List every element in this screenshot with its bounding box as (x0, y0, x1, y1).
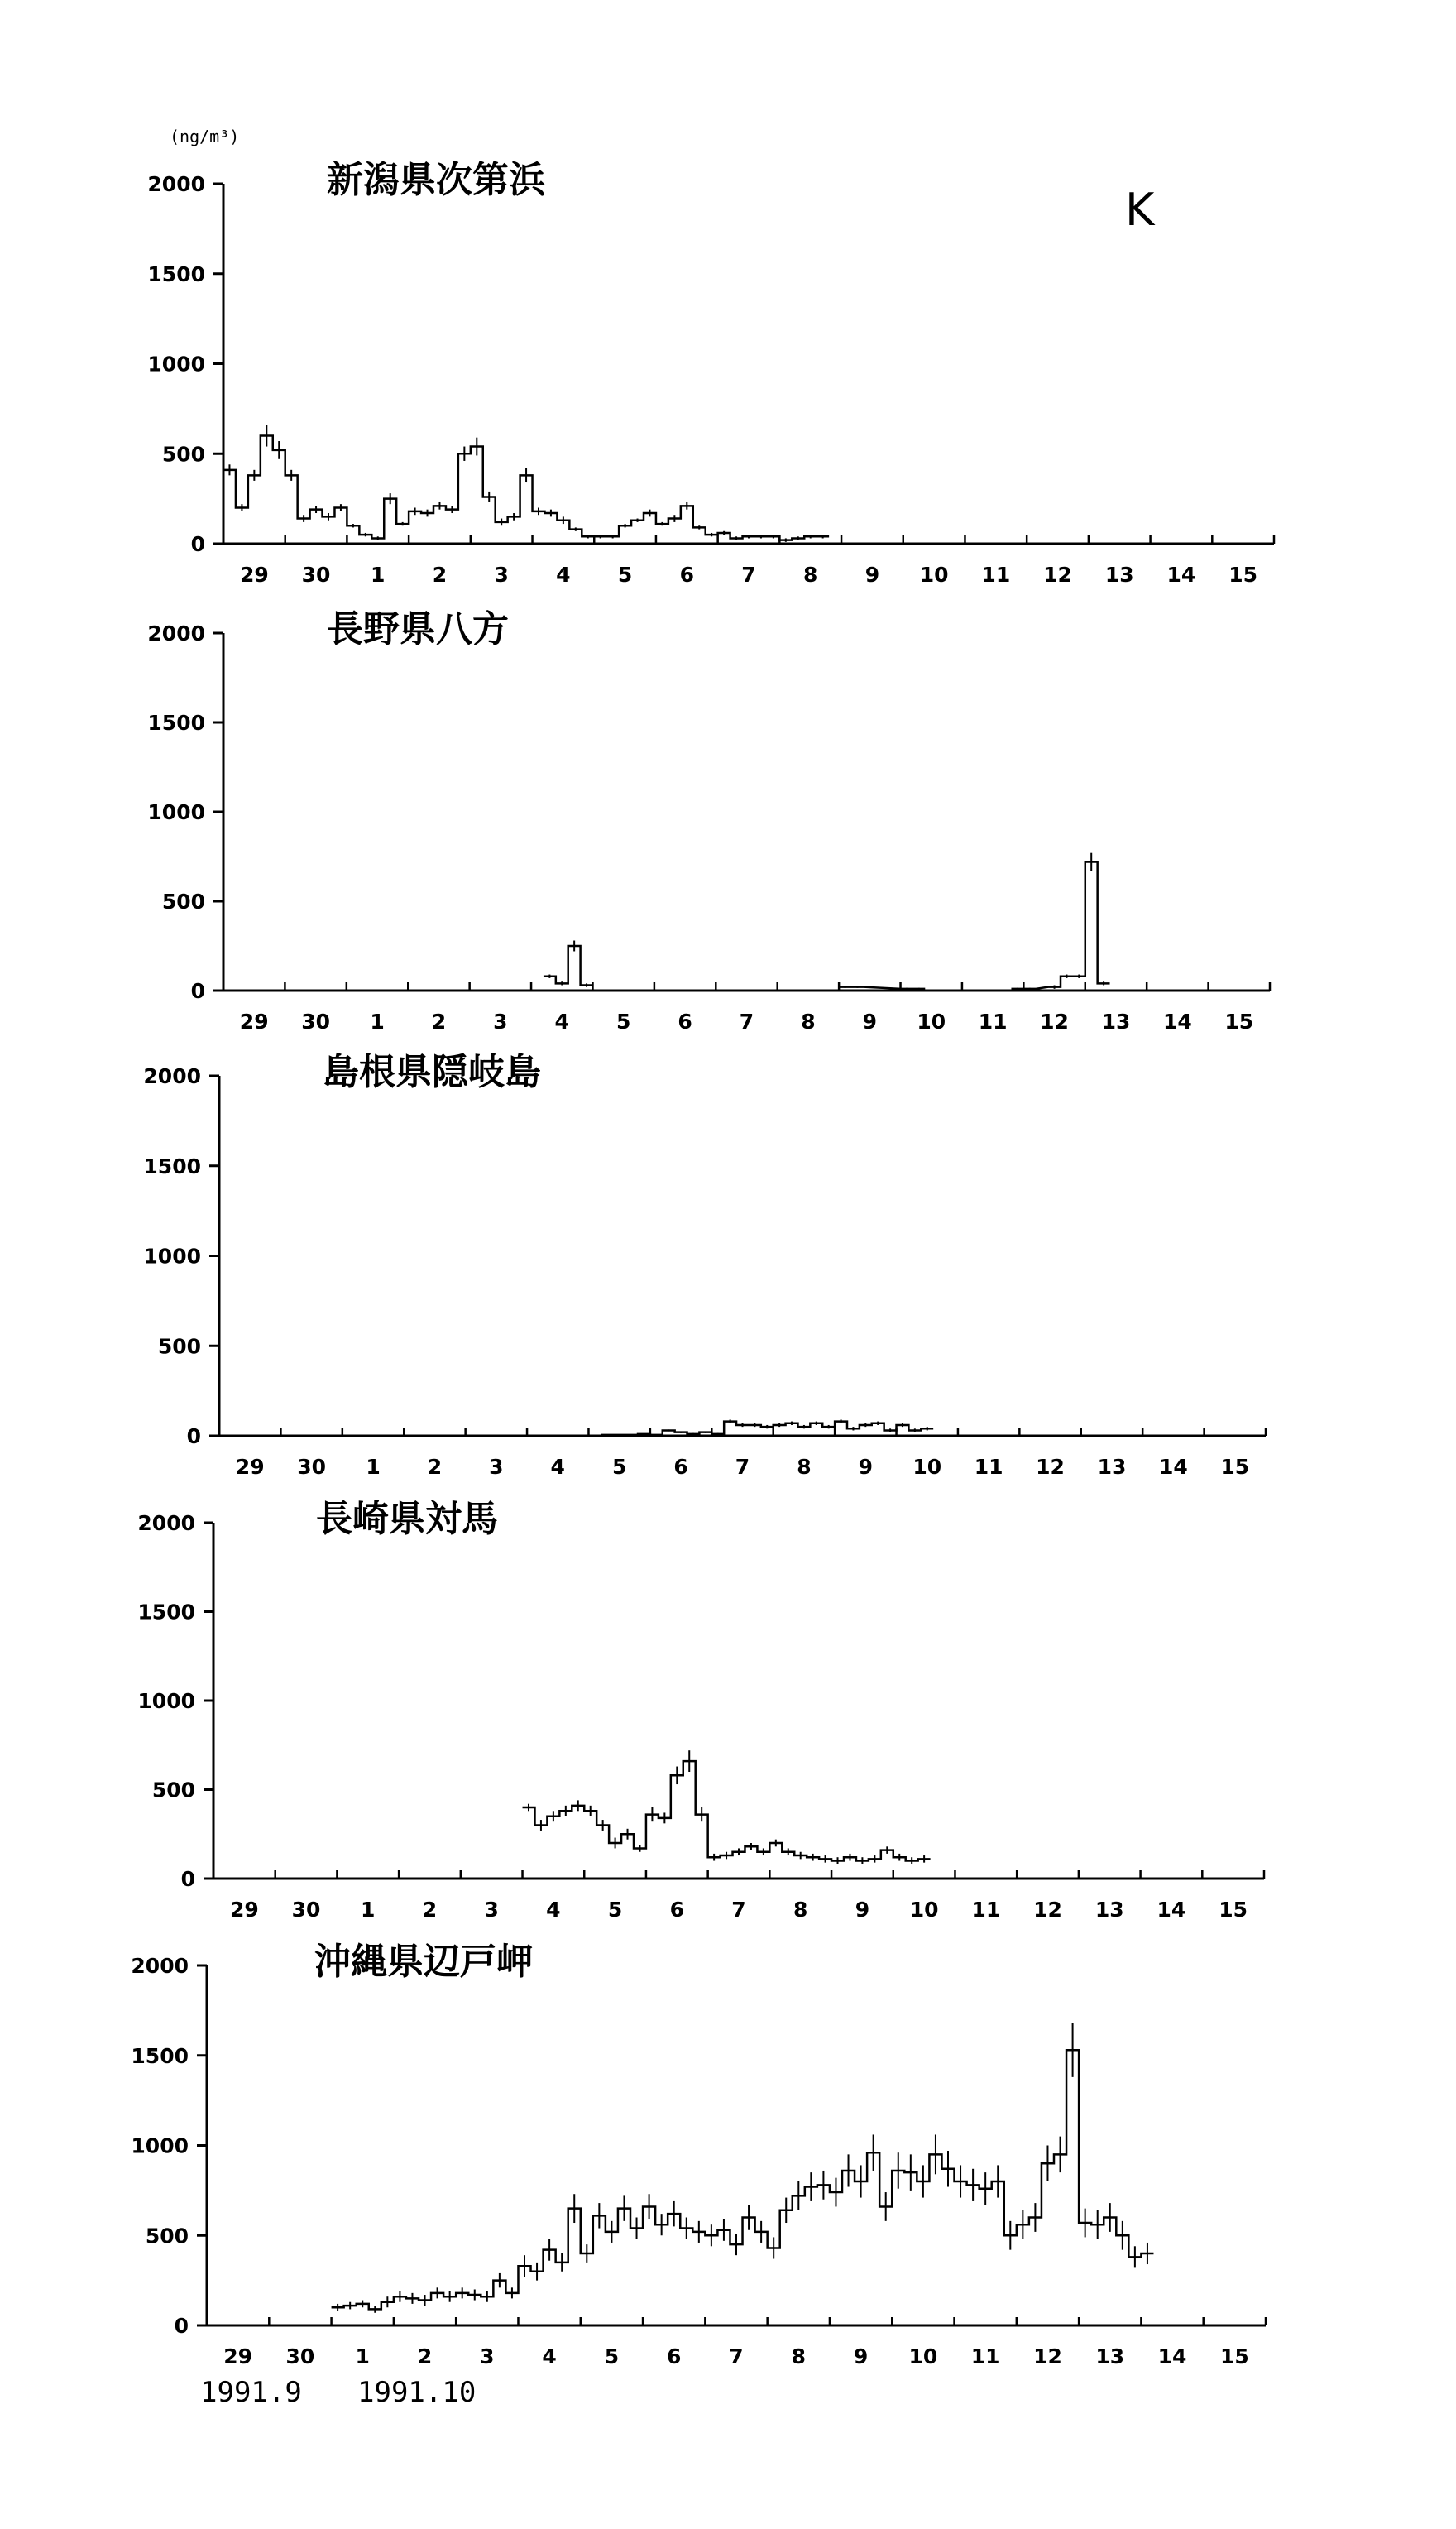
x-tick-label: 8 (791, 2344, 806, 2368)
y-tick-label: 1000 (143, 1244, 201, 1269)
x-tick-label: 29 (239, 563, 269, 587)
x-tick-label: 13 (1095, 2344, 1125, 2368)
x-tick-label: 9 (855, 1898, 870, 1922)
x-tick-label: 12 (1033, 1898, 1062, 1922)
y-tick-label: 500 (157, 1334, 201, 1359)
x-tick-label: 8 (793, 1898, 808, 1922)
y-tick-label: 2000 (147, 621, 205, 645)
x-tick-label: 9 (853, 2344, 869, 2368)
x-tick-label: 14 (1166, 563, 1196, 587)
x-tick-label: 8 (801, 1010, 816, 1034)
x-tick-label: 11 (971, 1898, 1001, 1922)
chart-title: 沖縄県辺戸岬 (314, 1941, 533, 1983)
y-tick-label: 1000 (137, 1689, 195, 1713)
x-tick-label: 10 (909, 1898, 939, 1922)
x-tick-label: 2 (427, 1455, 443, 1479)
x-tick-label: 15 (1224, 1010, 1254, 1034)
x-tick-label: 6 (679, 563, 694, 587)
x-tick-label: 9 (862, 1010, 878, 1034)
x-tick-label: 1 (371, 563, 386, 587)
x-tick-label: 14 (1157, 1898, 1186, 1922)
series-line (223, 436, 829, 540)
x-tick-label: 10 (919, 563, 949, 587)
y-tick-label: 0 (180, 1867, 195, 1891)
x-tick-label: 11 (970, 2344, 1000, 2368)
x-tick-label: 5 (611, 1455, 627, 1479)
x-tick-label: 15 (1228, 563, 1258, 587)
x-tick-label: 2 (417, 2344, 433, 2368)
x-tick-label: 10 (908, 2344, 938, 2368)
x-tick-label: 30 (297, 1455, 327, 1479)
x-tick-label: 3 (480, 2344, 495, 2368)
series-line (523, 1761, 931, 1860)
x-tick-label: 11 (978, 1010, 1008, 1034)
y-tick-label: 0 (190, 979, 205, 1003)
x-tick-label: 12 (1043, 563, 1072, 587)
x-tick-label: 30 (301, 1010, 331, 1034)
x-tick-label: 13 (1097, 1455, 1127, 1479)
x-tick-label: 15 (1220, 1455, 1250, 1479)
x-tick-label: 9 (864, 563, 880, 587)
x-tick-label: 12 (1036, 1455, 1065, 1479)
chart-panel-5 (131, 1941, 1266, 2368)
chart-title: 島根県隠岐島 (323, 1051, 541, 1093)
x-tick-label: 4 (556, 563, 571, 587)
x-tick-label: 14 (1158, 1455, 1188, 1479)
x-tick-label: 12 (1033, 2344, 1062, 2368)
x-tick-label: 7 (739, 1010, 754, 1034)
x-tick-label: 6 (667, 2344, 682, 2368)
year-label-september: 1991.9 (200, 2376, 302, 2409)
x-tick-label: 13 (1101, 1010, 1131, 1034)
chart-panel-1 (147, 159, 1274, 587)
series-line (544, 861, 1110, 988)
x-tick-label: 29 (223, 2344, 253, 2368)
y-tick-label: 1500 (143, 1154, 201, 1178)
x-tick-label: 4 (554, 1010, 569, 1034)
x-tick-label: 3 (484, 1898, 499, 1922)
x-tick-label: 10 (917, 1010, 946, 1034)
x-tick-label: 3 (489, 1455, 504, 1479)
y-tick-label: 1000 (147, 800, 205, 824)
x-tick-label: 6 (673, 1455, 688, 1479)
y-tick-label: 0 (186, 1424, 201, 1448)
x-tick-label: 7 (735, 1455, 750, 1479)
x-tick-label: 30 (285, 2344, 315, 2368)
y-tick-label: 500 (161, 890, 205, 914)
x-tick-label: 29 (229, 1898, 259, 1922)
x-tick-label: 4 (542, 2344, 557, 2368)
x-tick-label: 8 (803, 563, 818, 587)
x-tick-label: 9 (858, 1455, 874, 1479)
x-tick-label: 15 (1219, 2344, 1249, 2368)
y-tick-label: 2000 (143, 1064, 201, 1088)
chart-panel-3 (143, 1051, 1266, 1479)
x-tick-label: 1 (355, 2344, 370, 2368)
x-tick-label: 14 (1162, 1010, 1192, 1034)
x-tick-label: 1 (366, 1455, 381, 1479)
y-tick-label: 0 (174, 2314, 189, 2338)
x-tick-label: 2 (432, 563, 448, 587)
x-tick-label: 6 (678, 1010, 692, 1034)
chart-title: 新潟県次第浜 (327, 159, 545, 201)
x-tick-label: 4 (550, 1455, 565, 1479)
x-tick-label: 3 (494, 563, 509, 587)
x-tick-label: 29 (235, 1455, 265, 1479)
y-tick-label: 500 (145, 2224, 189, 2248)
y-tick-label: 2000 (137, 1511, 195, 1535)
chart-panels (131, 159, 1274, 2368)
chart-panel-2 (147, 608, 1270, 1034)
x-tick-label: 13 (1094, 1898, 1124, 1922)
y-tick-label: 1500 (147, 262, 205, 286)
x-tick-label: 5 (604, 2344, 620, 2368)
x-tick-label: 13 (1104, 563, 1134, 587)
x-tick-label: 5 (617, 563, 633, 587)
x-tick-label: 7 (729, 2344, 744, 2368)
y-tick-label: 1500 (131, 2043, 189, 2068)
x-tick-label: 6 (669, 1898, 684, 1922)
x-tick-label: 10 (912, 1455, 942, 1479)
chart-title: 長野県八方 (327, 608, 509, 650)
x-tick-label: 1 (361, 1898, 376, 1922)
x-tick-label: 29 (239, 1010, 269, 1034)
x-tick-label: 1 (370, 1010, 385, 1034)
x-tick-label: 3 (493, 1010, 508, 1034)
x-tick-label: 30 (301, 563, 331, 587)
x-tick-label: 11 (981, 563, 1011, 587)
x-tick-label: 2 (431, 1010, 447, 1034)
y-tick-label: 1500 (147, 711, 205, 735)
y-tick-label: 2000 (147, 172, 205, 196)
x-tick-label: 4 (546, 1898, 561, 1922)
year-label-october: 1991.10 (357, 2376, 477, 2409)
unit-label: (ng/m³) (170, 127, 240, 146)
x-tick-label: 30 (291, 1898, 321, 1922)
x-tick-label: 7 (731, 1898, 746, 1922)
panel-letter: K (1125, 184, 1155, 236)
y-tick-label: 500 (151, 1778, 195, 1802)
y-tick-label: 1000 (131, 2133, 189, 2158)
x-tick-label: 15 (1219, 1898, 1248, 1922)
x-tick-label: 11 (974, 1455, 1003, 1479)
x-tick-label: 2 (422, 1898, 438, 1922)
x-tick-label: 8 (797, 1455, 812, 1479)
y-tick-label: 1000 (147, 352, 205, 377)
x-tick-label: 14 (1157, 2344, 1187, 2368)
x-tick-label: 12 (1040, 1010, 1069, 1034)
chart-title: 長崎県対馬 (316, 1498, 498, 1540)
x-tick-label: 5 (607, 1898, 623, 1922)
chart-panel-4 (137, 1498, 1264, 1922)
y-tick-label: 1500 (137, 1600, 195, 1624)
y-tick-label: 2000 (131, 1954, 189, 1978)
y-tick-label: 0 (190, 532, 205, 556)
series-line (332, 2050, 1154, 2309)
x-tick-label: 5 (615, 1010, 631, 1034)
x-tick-label: 7 (741, 563, 756, 587)
y-tick-label: 500 (161, 442, 205, 467)
